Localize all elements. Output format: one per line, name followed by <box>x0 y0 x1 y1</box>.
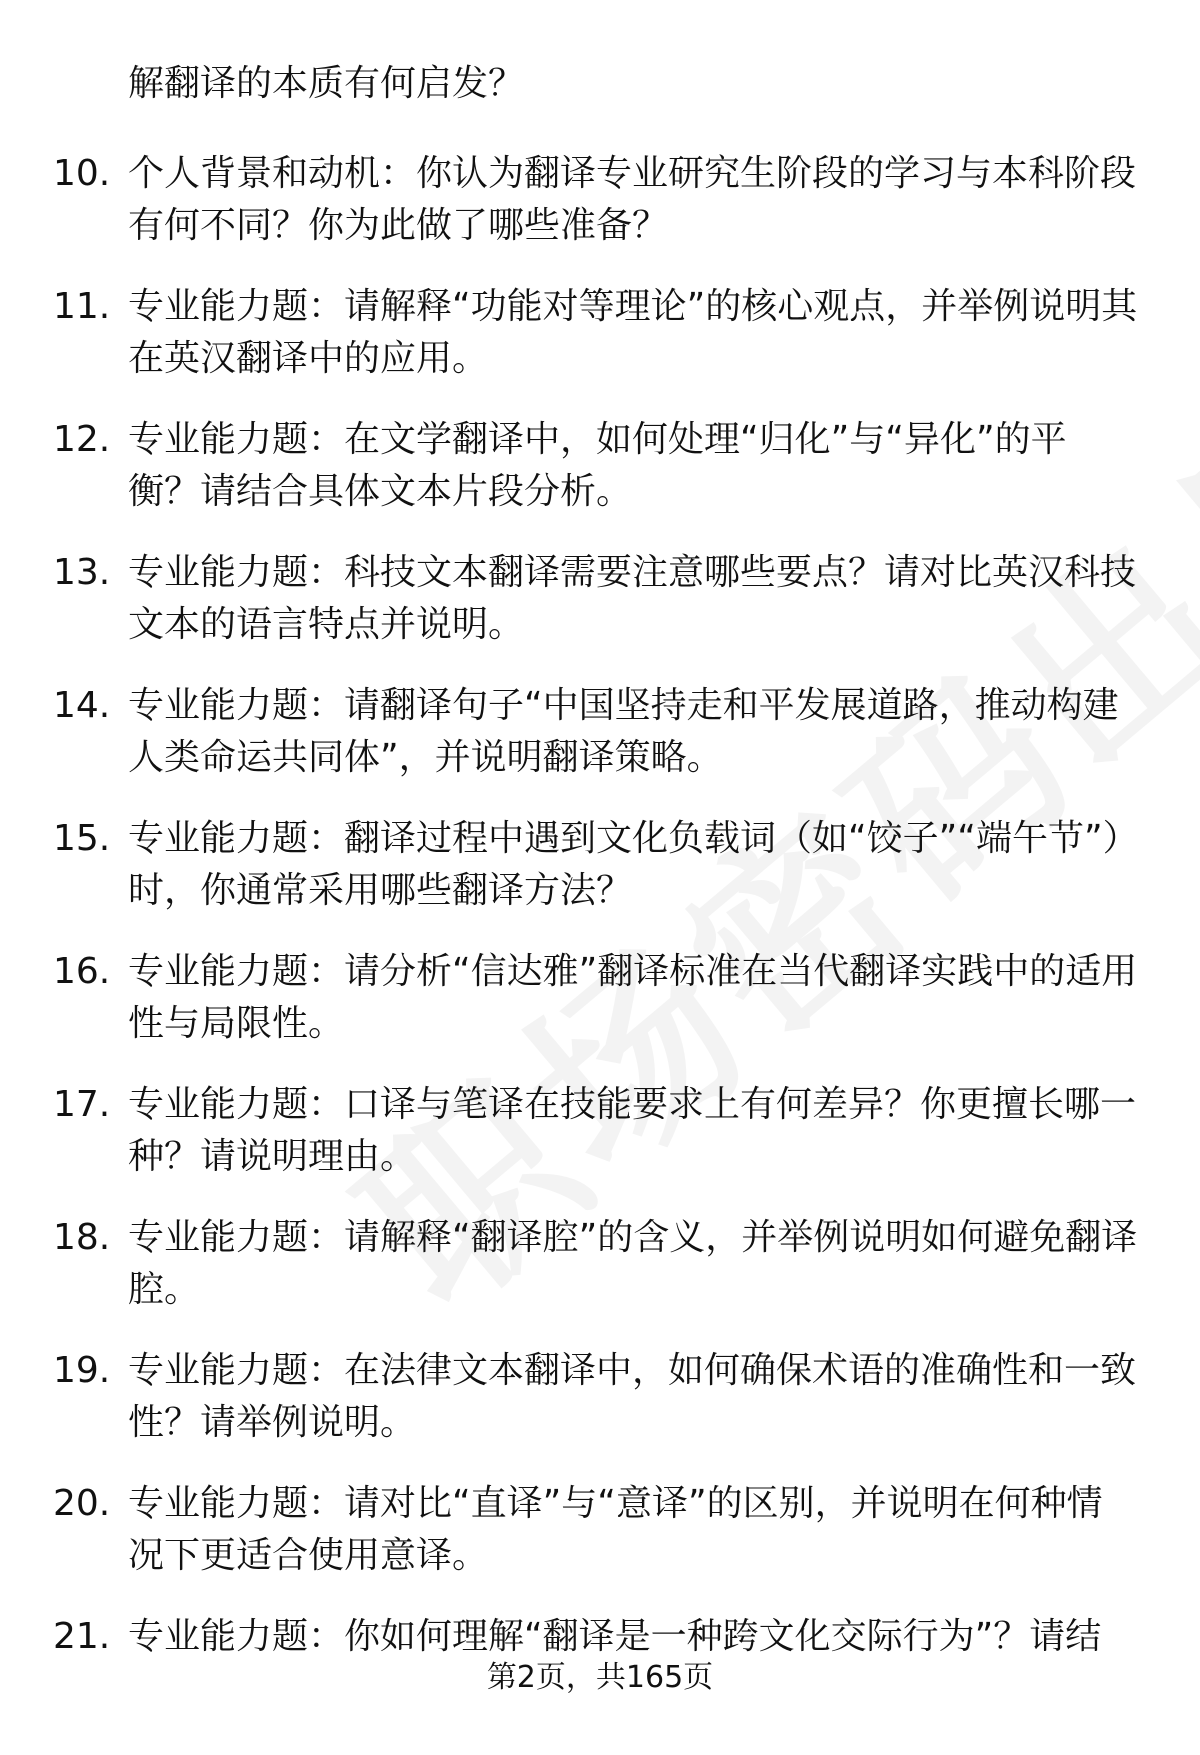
question-item <box>0 1470 1200 1603</box>
question-text: 专业能力题：口译与笔译在技能要求上有何差异？你更擅长哪一种？请说明理由。 <box>128 1084 1137 1177</box>
question-text: 专业能力题：请分析“信达雅”翻译标准在当代翻译实践中的适用性与局限性。 <box>128 951 1138 1044</box>
question-item <box>0 539 1200 672</box>
question-item <box>0 1337 1200 1470</box>
question-number: 17. <box>53 1084 111 1125</box>
question-number: 19. <box>53 1350 111 1391</box>
question-number: 20. <box>53 1483 111 1524</box>
question-item <box>0 1071 1200 1204</box>
question-number: 14. <box>53 685 111 726</box>
question-text: 专业能力题：科技文本翻译需要注意哪些要点？请对比英汉科技文本的语言特点并说明。 <box>128 552 1137 645</box>
page-footer: 第2页，共165页 <box>486 1660 714 1695</box>
question-text: 专业能力题：你如何理解“翻译是一种跨文化交际行为”？请结 <box>128 1616 1102 1657</box>
question-number: 15. <box>53 818 111 859</box>
question-item <box>0 672 1200 805</box>
question-item <box>0 1204 1200 1337</box>
question-text: 个人背景和动机：你认为翻译专业研究生阶段的学习与本科阶段有何不同？你为此做了哪些准备？ <box>128 153 1137 246</box>
question-text: 专业能力题：在法律文本翻译中，如何确保术语的准确性和一致性？请举例说明。 <box>128 1350 1137 1443</box>
continuation-text: 解翻译的本质有何启发？ <box>128 63 525 104</box>
question-text: 专业能力题：请对比“直译”与“意译”的区别，并说明在何种情况下更适合使用意译。 <box>128 1483 1103 1576</box>
question-item <box>0 805 1200 938</box>
question-text: 专业能力题：翻译过程中遇到文化负载词（如“饺子”“端午节”）时，你通常采用哪些翻译方法？ <box>128 818 1121 911</box>
question-text: 专业能力题：在文学翻译中，如何处理“归化”与“异化”的平衡？请结合具体文本片段分析。 <box>128 419 1067 512</box>
question-item <box>0 140 1200 273</box>
question-item <box>0 938 1200 1071</box>
question-number: 11. <box>53 286 111 327</box>
question-number: 16. <box>53 951 111 992</box>
question-text: 专业能力题：请翻译句子“中国坚持走和平发展道路，推动构建人类命运共同体”，并说明翻译策略。 <box>128 685 1119 778</box>
question-number: 12. <box>53 419 111 460</box>
question-list <box>0 140 1200 1736</box>
question-number: 13. <box>53 552 111 593</box>
question-number: 18. <box>53 1217 111 1258</box>
question-text: 专业能力题：请解释“翻译腔”的含义，并举例说明如何避免翻译腔。 <box>128 1217 1138 1310</box>
question-item <box>0 273 1200 406</box>
question-number: 21. <box>53 1616 111 1657</box>
question-item <box>0 406 1200 539</box>
question-text: 专业能力题：请解释“功能对等理论”的核心观点，并举例说明其在英汉翻译中的应用。 <box>128 286 1138 379</box>
question-number: 10. <box>53 153 111 194</box>
